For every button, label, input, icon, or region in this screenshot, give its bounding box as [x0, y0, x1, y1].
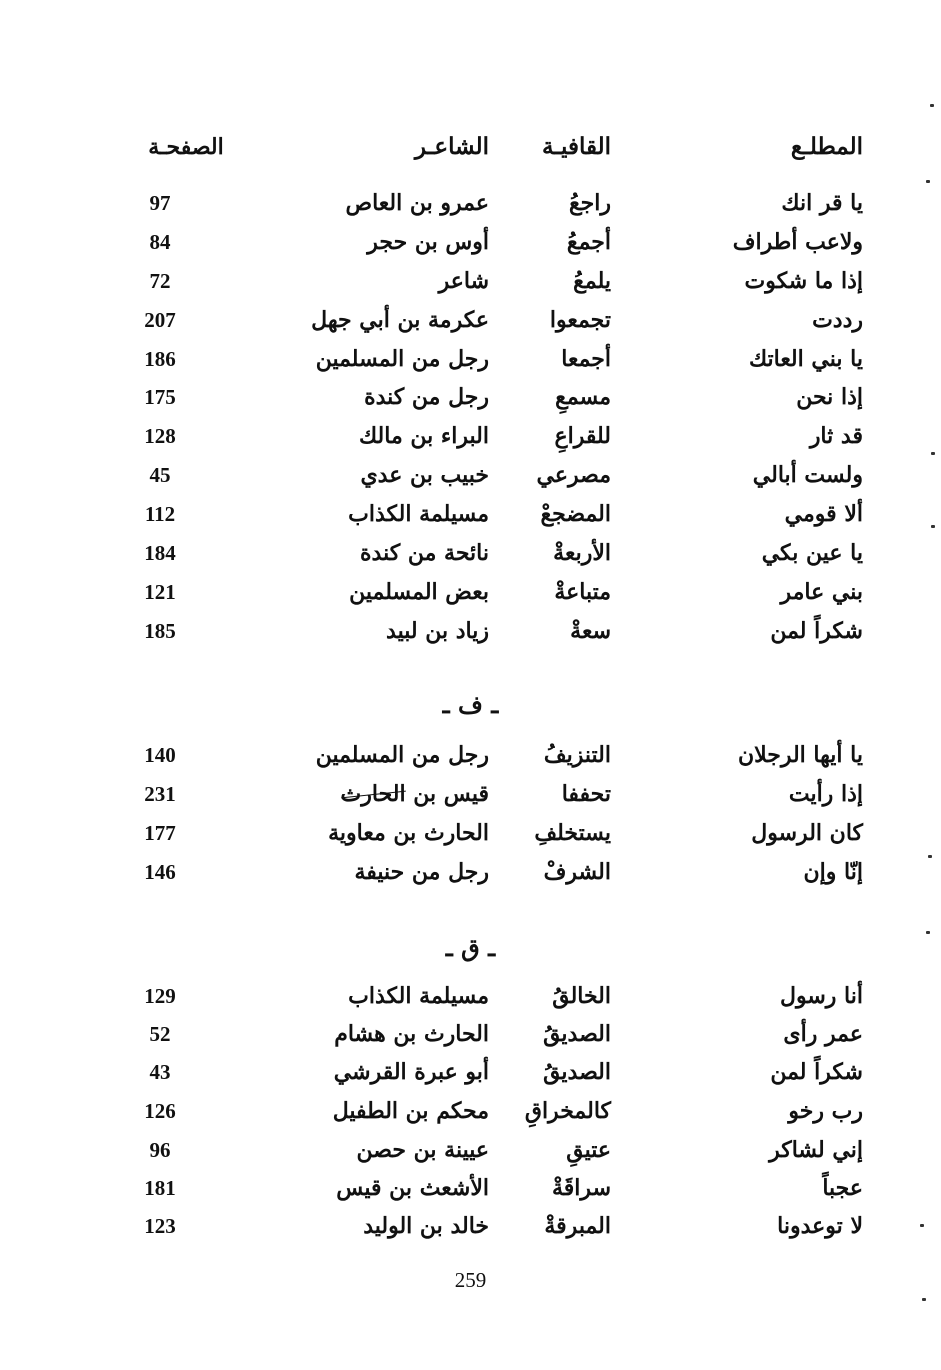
- poet-text: الحارث بن هشام: [334, 1021, 489, 1047]
- table-row: [0, 1053, 941, 1091]
- poet-text: رجل من حنيفة: [354, 859, 489, 885]
- poet-text: البراء بن مالك: [359, 423, 489, 449]
- rhyme-text: أجمعا: [561, 346, 611, 372]
- struck-word: الحارث: [340, 781, 406, 807]
- section-heading-qaf: ـ ق ـ: [445, 933, 496, 962]
- poet-text: عيينة بن حصن: [356, 1137, 489, 1163]
- poet-text: الحارث بن معاوية: [328, 820, 489, 846]
- opening-text: أنا رسول: [779, 983, 863, 1009]
- opening-text: عمر رأى: [783, 1021, 863, 1047]
- rhyme-text: يلمعُ: [573, 268, 611, 294]
- rhyme-text: تحففا: [561, 781, 611, 807]
- table-row: [0, 736, 941, 774]
- opening-text: إنّا وإن: [803, 859, 863, 885]
- opening-text: قد ثار: [809, 423, 863, 449]
- opening-text: ولاعب أطراف: [732, 229, 863, 255]
- rhyme-text: عتيقِ: [566, 1137, 611, 1163]
- table-row: [0, 340, 941, 378]
- poet-text: خبيب بن عدي: [360, 462, 489, 488]
- poet-text: رجل من المسلمين: [315, 742, 489, 768]
- rhyme-text: سعةْ: [570, 618, 611, 644]
- poet-text: خالد بن الوليد: [363, 1213, 489, 1239]
- table-row: [0, 1207, 941, 1245]
- rhyme-text: متباعةْ: [554, 579, 611, 605]
- header-poet: الشاعـر: [414, 133, 489, 160]
- poet-name-prefix: قيس بن: [405, 781, 489, 807]
- opening-text: عجباً: [822, 1175, 863, 1201]
- rhyme-text: أجمعُ: [566, 229, 611, 255]
- table-row: [0, 853, 941, 891]
- table-row: [0, 456, 941, 494]
- header-rhyme: القافيـة: [541, 133, 611, 160]
- page-number: 185: [144, 619, 176, 643]
- section-heading-fa: ـ ف ـ: [442, 690, 499, 719]
- opening-text: إذا ما شكوت: [744, 268, 863, 294]
- poet-text: بعض المسلمين: [349, 579, 489, 605]
- opening-text: إني لشاكر: [769, 1137, 863, 1163]
- table-header: [0, 128, 941, 166]
- rhyme-text: راجعُ: [568, 190, 611, 216]
- opening-text: يا أيها الرجلان: [737, 742, 863, 768]
- page-number: 207: [144, 308, 176, 332]
- opening-text: يا عين بكي: [761, 540, 863, 566]
- scan-speck: [928, 855, 932, 858]
- opening-text: إذا رأيت: [788, 781, 863, 807]
- rhyme-text: الصديقُ: [543, 1021, 611, 1047]
- poet-text: رجل من المسلمين: [315, 346, 489, 372]
- poet-text: زياد بن لبيد: [386, 618, 489, 644]
- opening-text: يا قر انك: [781, 190, 863, 216]
- table-row: [0, 775, 941, 813]
- page-number: 52: [149, 1022, 171, 1046]
- page-number: 140: [144, 743, 176, 767]
- opening-text: يا بني العاتك: [748, 346, 863, 372]
- scan-speck: [926, 180, 930, 183]
- opening-text: رددت: [812, 307, 863, 333]
- table-row: [0, 495, 941, 533]
- table-row: [0, 573, 941, 611]
- page-number: 231: [144, 782, 176, 806]
- opening-text: لا توعدونا: [777, 1213, 863, 1239]
- table-row: [0, 223, 941, 261]
- table-row: [0, 1092, 941, 1130]
- poet-text: أوس بن حجر: [367, 229, 489, 255]
- page-number: 112: [144, 502, 176, 526]
- scan-speck: [931, 452, 935, 455]
- table-row: [0, 534, 941, 572]
- page-number: 72: [149, 269, 171, 293]
- rhyme-text: الأربعةْ: [553, 540, 611, 566]
- table-row: [0, 417, 941, 455]
- table-row: [0, 301, 941, 339]
- page-number: 177: [144, 821, 176, 845]
- page-number: 146: [144, 860, 176, 884]
- opening-text: بني عامر: [780, 579, 863, 605]
- rhyme-text: الصديقُ: [543, 1059, 611, 1085]
- table-row: [0, 814, 941, 852]
- rhyme-text: التنزيفُ: [543, 742, 611, 768]
- page-number: 128: [144, 424, 176, 448]
- table-row: [0, 262, 941, 300]
- scan-speck: [926, 931, 930, 934]
- rhyme-text: تجمعوا: [549, 307, 611, 333]
- rhyme-text: الشرفْ: [543, 859, 611, 885]
- poet-text: مسيلمة الكذاب: [348, 501, 489, 527]
- opening-text: كان الرسول: [751, 820, 863, 846]
- rhyme-text: مصرعي: [536, 462, 611, 488]
- rhyme-text: المبرقةْ: [544, 1213, 611, 1239]
- header-opening: المطلـع: [790, 133, 863, 160]
- page-number: 181: [144, 1176, 176, 1200]
- poet-text: شاعر: [438, 268, 489, 294]
- page-number: 129: [144, 984, 176, 1008]
- poet-text: رجل من كندة: [364, 384, 489, 410]
- poet-text: عكرمة بن أبي جهل: [311, 307, 489, 333]
- page-number: 126: [144, 1099, 176, 1123]
- opening-text: إذا نحن: [796, 384, 863, 410]
- page-number: 121: [144, 580, 176, 604]
- rhyme-text: مسمعِ: [555, 384, 611, 410]
- rhyme-text: الخالقُ: [552, 983, 611, 1009]
- page-number: 175: [144, 385, 176, 409]
- opening-text: ألا قومي: [784, 501, 863, 527]
- rhyme-text: المضجعْ: [540, 501, 611, 527]
- poet-text: الأشعث بن قيس: [336, 1175, 489, 1201]
- scan-speck: [931, 525, 935, 528]
- table-row: [0, 1169, 941, 1207]
- poet-text: أبو عبرة القرشي: [333, 1059, 489, 1085]
- table-row: [0, 612, 941, 650]
- scan-speck: [930, 104, 934, 107]
- rhyme-text: يستخلفِ: [534, 820, 611, 846]
- table-row: [0, 977, 941, 1015]
- scan-speck: [920, 1224, 924, 1227]
- header-page: الصفحـة: [148, 134, 224, 160]
- page-number: 186: [144, 347, 176, 371]
- page-number: 123: [144, 1214, 176, 1238]
- rhyme-text: للقراعِ: [554, 423, 611, 449]
- opening-text: شكراً لمن: [770, 1059, 863, 1085]
- page-number: 84: [149, 230, 171, 254]
- poet-text: محكم بن الطفيل: [332, 1098, 489, 1124]
- rhyme-text: سراقَةْ: [552, 1175, 611, 1201]
- rhyme-text: كالمخراقِ: [524, 1098, 611, 1124]
- page-number: 96: [149, 1138, 171, 1162]
- page-folio: 259: [454, 1268, 487, 1292]
- opening-text: رب رخو: [788, 1098, 863, 1124]
- poet-text: [341, 775, 489, 813]
- page-number: 97: [149, 191, 171, 215]
- opening-text: شكراً لمن: [770, 618, 863, 644]
- poet-text: مسيلمة الكذاب: [348, 983, 489, 1009]
- poet-text: نائحة من كندة: [360, 540, 489, 566]
- page-number: 43: [149, 1060, 171, 1084]
- poet-text: عمرو بن العاص: [345, 190, 489, 216]
- page-number: 184: [144, 541, 176, 565]
- table-row: [0, 1015, 941, 1053]
- table-row: [0, 378, 941, 416]
- table-row: [0, 184, 941, 222]
- scan-speck: [922, 1298, 926, 1301]
- table-row: [0, 1131, 941, 1169]
- page-number: 45: [149, 463, 171, 487]
- opening-text: ولست أبالي: [752, 462, 863, 488]
